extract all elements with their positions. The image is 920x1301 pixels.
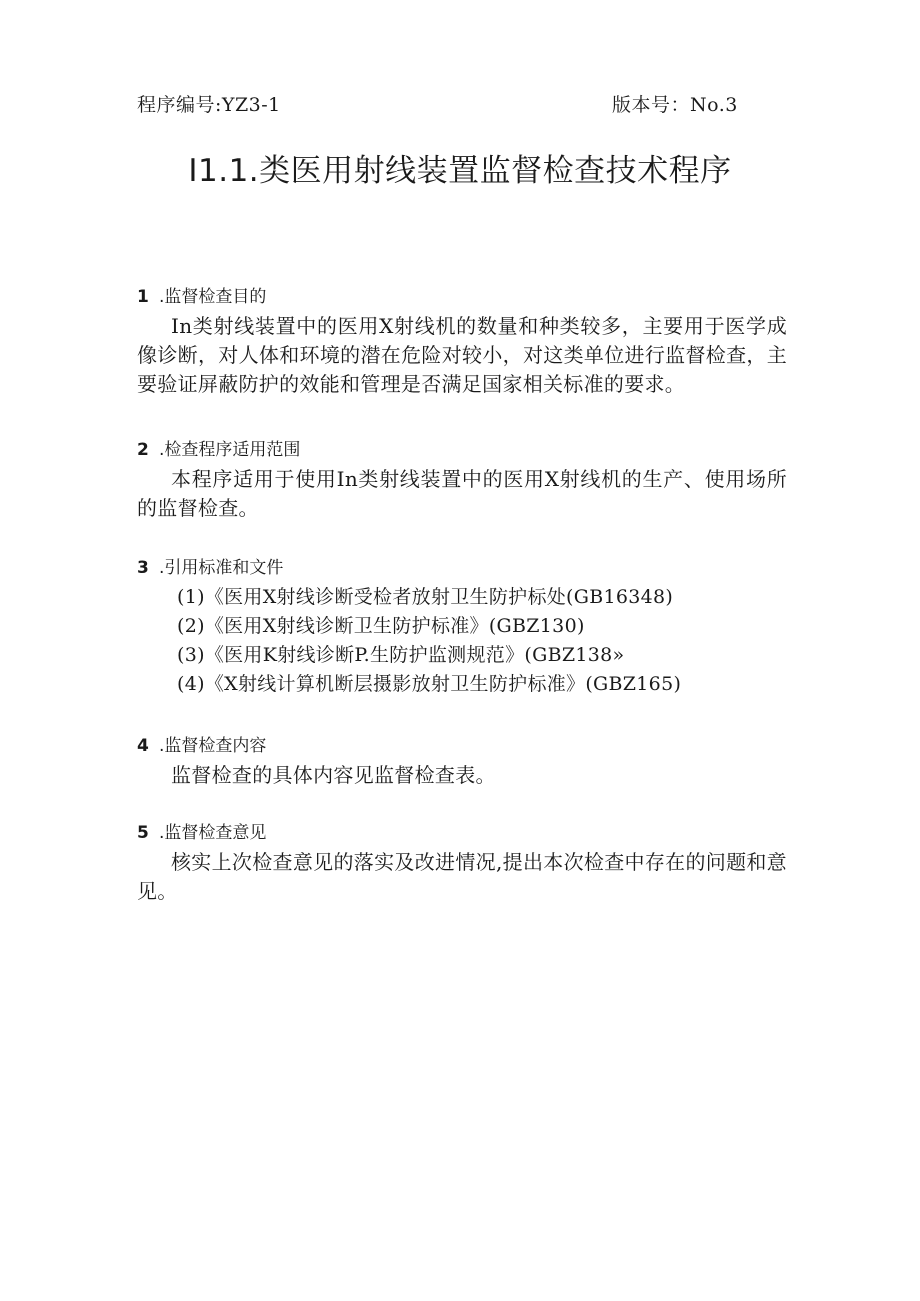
reference-item: (2)《医用X射线诊断卫生防护标准》(GBZ130) [177, 615, 585, 637]
section-paragraph: 核实上次检查意见的落实及改进情况,提出本次检查中存在的问题和意见。 [137, 850, 787, 903]
reference-item: (1)《医用X射线诊断受检者放射卫生防护标处(GB16348) [177, 586, 674, 608]
section-paragraph: 本程序适用于使用In类射线装置中的医用X射线机的生产、使用场所的监督检查。 [137, 467, 787, 520]
reference-item: (4)《X射线计算机断层摄影放射卫生防护标准》(GBZ165) [177, 673, 682, 695]
document-title: I1.1.类医用射线装置监督检查技术程序 [188, 153, 732, 189]
section-number: 2 [137, 440, 149, 460]
section-title: .监督检查目的 [159, 287, 267, 307]
section-heading [137, 282, 787, 312]
section-opinions [137, 818, 787, 906]
version-number: 版本号：No.3 [612, 94, 738, 116]
program-number: 程序编号:YZ3-1 [137, 94, 281, 116]
section-heading [137, 818, 787, 848]
section-title: .监督检查内容 [159, 736, 267, 756]
section-number: 4 [137, 736, 149, 756]
section-number: 3 [137, 558, 149, 578]
section-paragraph: 监督检查的具体内容见监督检查表。 [171, 763, 496, 787]
section-number: 5 [137, 823, 149, 843]
section-number: 1 [137, 287, 149, 307]
section-heading [137, 435, 787, 465]
reference-list [137, 583, 787, 699]
section-scope [137, 435, 787, 523]
section-title: .检查程序适用范围 [159, 440, 301, 460]
section-title: .监督检查意见 [159, 823, 267, 843]
section-title: .引用标准和文件 [159, 558, 284, 578]
section-purpose [137, 282, 787, 399]
section-paragraph: In类射线装置中的医用X射线机的数量和种类较多，主要用于医学成像诊断，对人体和环境的潜在危险对较小，对这类单位进行监督检查，主要验证屏蔽防护的效能和管理是否满足国家相关标准的要求。 [137, 314, 787, 396]
section-content [137, 731, 787, 790]
reference-item: (3)《医用K射线诊断P.生防护监测规范》(GBZ138» [177, 644, 625, 666]
section-references [137, 553, 787, 699]
section-heading [137, 553, 787, 583]
section-heading [137, 731, 787, 761]
